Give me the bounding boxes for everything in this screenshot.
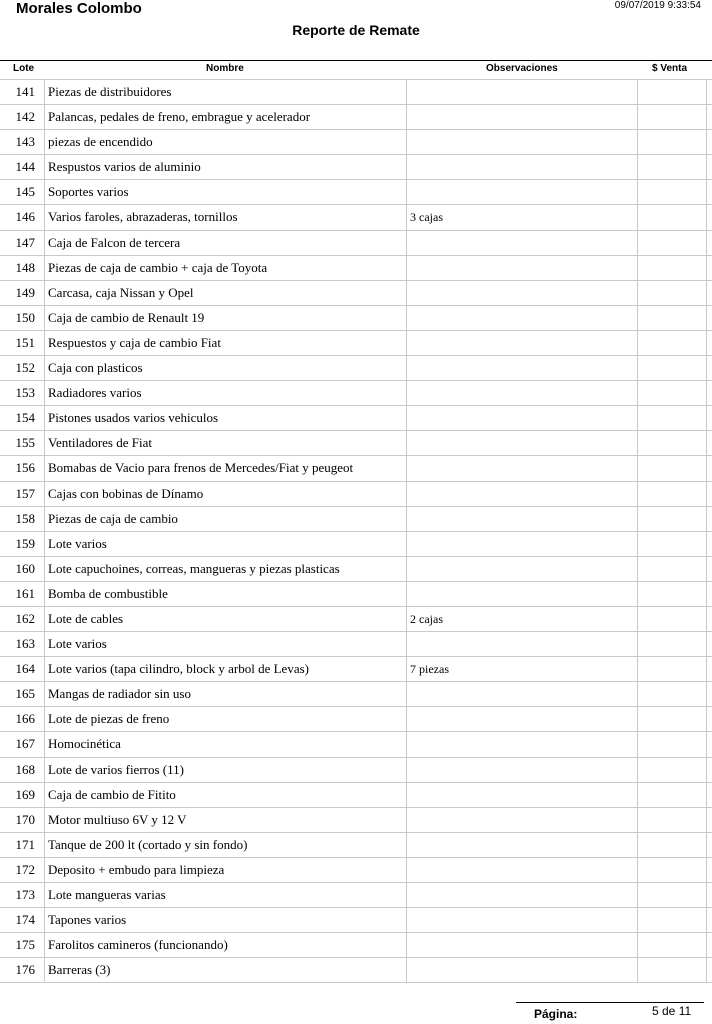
table-row xyxy=(0,731,712,756)
nombre-cell: Lote varios xyxy=(48,636,107,652)
table-row xyxy=(0,757,712,782)
nombre-cell: Tapones varios xyxy=(48,912,127,928)
nombre-cell: Piezas de caja de cambio + caja de Toyota xyxy=(48,259,268,275)
lote-cell: 168 xyxy=(15,761,35,777)
table-row xyxy=(0,154,712,179)
footer-divider xyxy=(516,1002,704,1003)
lote-cell: 149 xyxy=(15,284,35,300)
table-row xyxy=(0,631,712,656)
nombre-cell: Ventiladores de Fiat xyxy=(48,435,152,451)
table-row xyxy=(0,129,712,154)
lote-cell: 151 xyxy=(15,334,35,350)
nombre-cell: Deposito + embudo para limpieza xyxy=(48,861,225,877)
lote-cell: 175 xyxy=(15,937,35,953)
nombre-cell: Lote varios xyxy=(48,535,107,551)
nombre-cell: Lote capuchoines, correas, mangueras y piezas plasticas xyxy=(48,560,340,576)
table-row xyxy=(0,230,712,255)
nombre-cell: Tanque de 200 lt (cortado y sin fondo) xyxy=(48,836,248,852)
column-header-lote: Lote xyxy=(13,63,35,74)
nombre-cell: Caja de Falcon de tercera xyxy=(48,234,181,250)
company-name: Morales Colombo xyxy=(16,0,142,17)
lote-cell: 154 xyxy=(15,410,35,426)
column-headers xyxy=(0,60,712,79)
nombre-cell: Varios faroles, abrazaderas, tornillos xyxy=(48,209,238,225)
lote-cell: 141 xyxy=(15,84,35,99)
nombre-cell: Mangas de radiador sin uso xyxy=(48,686,191,702)
lote-cell: 159 xyxy=(15,535,35,551)
observaciones-cell: 3 cajas xyxy=(410,210,443,225)
lote-cell: 171 xyxy=(15,836,35,852)
lote-cell: 169 xyxy=(15,786,35,802)
nombre-cell: Lote varios (tapa cilindro, block y arbol de Levas) xyxy=(48,661,309,677)
column-header-venta: $ Venta xyxy=(652,63,688,74)
table-row xyxy=(0,832,712,857)
table-row xyxy=(0,305,712,330)
table-row xyxy=(0,556,712,581)
table-row xyxy=(0,481,712,506)
nombre-cell: Lote de piezas de freno xyxy=(48,711,170,727)
lote-cell: 146 xyxy=(15,209,35,225)
table-row xyxy=(0,782,712,807)
nombre-cell: Respuestos y caja de cambio Fiat xyxy=(48,334,221,350)
lote-cell: 158 xyxy=(15,510,35,526)
lote-cell: 142 xyxy=(15,109,35,125)
lote-cell: 164 xyxy=(15,661,35,677)
nombre-cell: Caja de cambio de Fitito xyxy=(48,786,176,802)
nombre-cell: Piezas de distribuidores xyxy=(48,84,172,99)
lote-cell: 172 xyxy=(15,861,35,877)
table-row xyxy=(0,932,712,957)
lote-cell: 144 xyxy=(15,159,35,175)
lote-cell: 166 xyxy=(15,711,35,727)
nombre-cell: Cajas con bobinas de Dínamo xyxy=(48,485,204,501)
lote-cell: 163 xyxy=(15,636,35,652)
lote-cell: 157 xyxy=(15,485,35,501)
report-datetime: 09/07/2019 9:33:54 xyxy=(614,0,701,11)
nombre-cell: Carcasa, caja Nissan y Opel xyxy=(48,284,194,300)
lote-cell: 176 xyxy=(15,962,35,978)
nombre-cell: Radiadores varios xyxy=(48,385,142,401)
lote-cell: 161 xyxy=(15,585,35,601)
report-title: Reporte de Remate xyxy=(292,22,420,38)
lote-cell: 173 xyxy=(15,887,35,902)
nombre-cell: Palancas, pedales de freno, embrague y acelerador xyxy=(48,109,311,125)
table-row xyxy=(0,681,712,706)
table-row xyxy=(0,380,712,405)
observaciones-cell: 7 piezas xyxy=(410,662,449,677)
table-row xyxy=(0,706,712,731)
table-row xyxy=(0,405,712,430)
lote-cell: 143 xyxy=(15,134,35,150)
table-row xyxy=(0,882,712,907)
nombre-cell: Bomabas de Vacio para frenos de Mercedes/Fiat y peugeot xyxy=(48,460,354,476)
lote-cell: 153 xyxy=(15,385,35,401)
nombre-cell: Barreras (3) xyxy=(48,962,111,978)
table-row xyxy=(0,430,712,455)
lote-cell: 156 xyxy=(15,460,35,476)
nombre-cell: Motor multiuso 6V y 12 V xyxy=(48,811,187,827)
nombre-cell: Bomba de combustible xyxy=(48,585,168,601)
table-row xyxy=(0,204,712,229)
nombre-cell: Pistones usados varios vehiculos xyxy=(48,410,219,426)
table-row xyxy=(0,255,712,280)
table-row xyxy=(0,807,712,832)
nombre-cell: Lote de varios fierros (11) xyxy=(48,761,184,777)
table-row xyxy=(0,857,712,882)
nombre-cell: Caja con plasticos xyxy=(48,360,143,376)
lote-cell: 145 xyxy=(15,184,35,200)
lote-cell: 160 xyxy=(15,560,35,576)
table-row xyxy=(0,606,712,631)
page-label: Página: xyxy=(534,1007,578,1021)
column-header-observaciones: Observaciones xyxy=(486,63,558,74)
table-row xyxy=(0,957,712,982)
lote-cell: 148 xyxy=(15,259,35,275)
nombre-cell: piezas de encendido xyxy=(48,134,153,150)
nombre-cell: Lote de cables xyxy=(48,610,124,626)
column-header-nombre: Nombre xyxy=(206,63,244,74)
table-row xyxy=(0,656,712,681)
lote-cell: 147 xyxy=(15,234,35,250)
nombre-cell: Homocinética xyxy=(48,736,121,752)
lote-cell: 167 xyxy=(15,736,35,752)
table-row xyxy=(0,506,712,531)
table-row xyxy=(0,531,712,556)
lote-cell: 155 xyxy=(15,435,35,451)
table-row xyxy=(0,355,712,380)
lote-cell: 150 xyxy=(15,309,35,325)
nombre-cell: Caja de cambio de Renault 19 xyxy=(48,309,205,325)
table-row xyxy=(0,104,712,129)
table-row xyxy=(0,907,712,932)
table-row xyxy=(0,581,712,606)
table-row xyxy=(0,179,712,204)
lote-cell: 152 xyxy=(15,360,35,376)
lote-cell: 170 xyxy=(15,811,35,827)
nombre-cell: Piezas de caja de cambio xyxy=(48,510,178,526)
lote-cell: 174 xyxy=(15,912,35,928)
observaciones-cell: 2 cajas xyxy=(410,611,443,626)
lot-table xyxy=(0,79,712,983)
page-number: 5 de 11 xyxy=(652,1004,692,1018)
table-row xyxy=(0,455,712,480)
lote-cell: 165 xyxy=(15,686,35,702)
nombre-cell: Respustos varios de aluminio xyxy=(48,159,201,175)
table-row xyxy=(0,330,712,355)
nombre-cell: Lote mangueras varias xyxy=(48,887,166,902)
table-row xyxy=(0,79,712,104)
lote-cell: 162 xyxy=(15,610,35,626)
table-row xyxy=(0,280,712,305)
nombre-cell: Farolitos camineros (funcionando) xyxy=(48,937,228,953)
nombre-cell: Soportes varios xyxy=(48,184,129,200)
